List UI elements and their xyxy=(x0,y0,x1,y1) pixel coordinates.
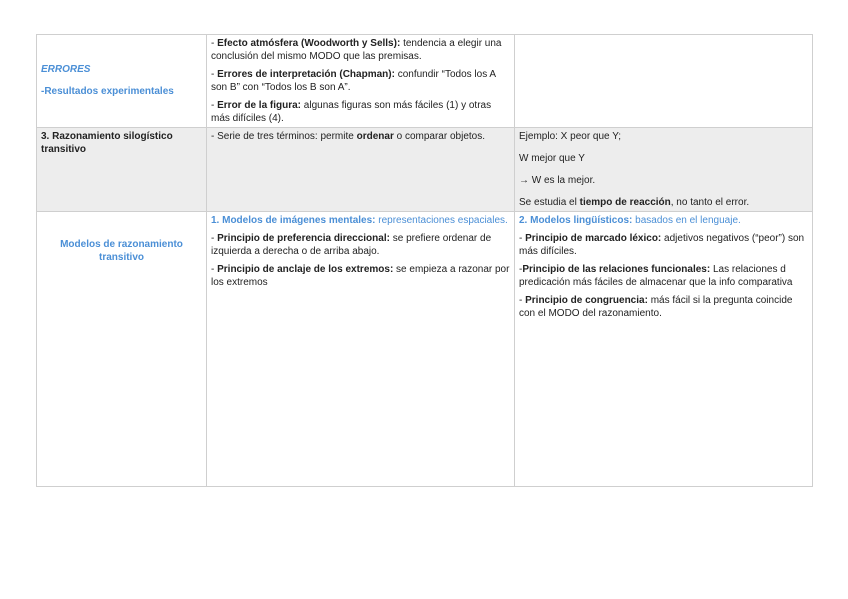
section-heading: 1. Modelos de imágenes mentales: representaciones espaciales. xyxy=(211,215,508,226)
table-row-transitivo xyxy=(37,128,813,212)
section-heading: 2. Modelos lingüísticos: basados en el lenguaje. xyxy=(519,215,741,226)
list-item: - Principio de preferencia direccional: se prefiere ordenar de izquierda a derecha o de arriba abajo. xyxy=(211,233,492,257)
list-item: - Error de la figura: algunas figuras son más fáciles (1) y otras más difíciles (4). xyxy=(211,100,492,124)
list-item: -Principio de las relaciones funcionales: Las relaciones d predicación más fáciles de almacenar que la info comparativa xyxy=(519,264,793,288)
table-row-modelos xyxy=(37,212,813,487)
errores-list-cell xyxy=(207,35,515,128)
transitivo-label: 3. Razonamiento silogístico transitivo xyxy=(41,131,173,155)
transitivo-desc-cell: - Serie de tres términos: permite ordenar o comparar objetos. xyxy=(207,128,515,212)
list-item: - Efecto atmósfera (Woodworth y Sells): tendencia a elegir una conclusión del mismo MODO que las premisas. xyxy=(211,38,502,62)
errores-label-cell xyxy=(37,35,207,128)
imagenes-mentales-cell xyxy=(207,212,515,487)
list-item: - Principio de anclaje de los extremos: se empieza a razonar por los extremos xyxy=(211,264,510,288)
example-line: → W es la mejor. xyxy=(519,175,596,186)
table-row-errores xyxy=(37,35,813,128)
modelos-label-cell xyxy=(37,212,207,487)
example-line: W mejor que Y xyxy=(519,153,585,164)
empty-cell xyxy=(515,35,813,128)
resultados-label: -Resultados experimentales xyxy=(41,86,174,97)
transitivo-example-cell xyxy=(515,128,813,212)
errores-label: ERRORES xyxy=(41,64,91,75)
example-line: Ejemplo: X peor que Y; xyxy=(519,131,622,142)
notes-table xyxy=(36,34,813,487)
linguisticos-cell xyxy=(515,212,813,487)
list-item: - Errores de interpretación (Chapman): confundir “Todos los A son B” con “Todos los B son A”. xyxy=(211,69,496,93)
note-line: Se estudia el tiempo de reacción, no tanto el error. xyxy=(519,197,750,208)
list-item: - Principio de congruencia: más fácil si la pregunta coincide con el MODO del razonamiento. xyxy=(519,295,793,319)
modelos-label: Modelos de razonamiento transitivo xyxy=(60,239,183,263)
list-item: - Principio de marcado léxico: adjetivos negativos (“peor”) son más difíciles. xyxy=(519,233,805,257)
transitivo-label-cell xyxy=(37,128,207,212)
